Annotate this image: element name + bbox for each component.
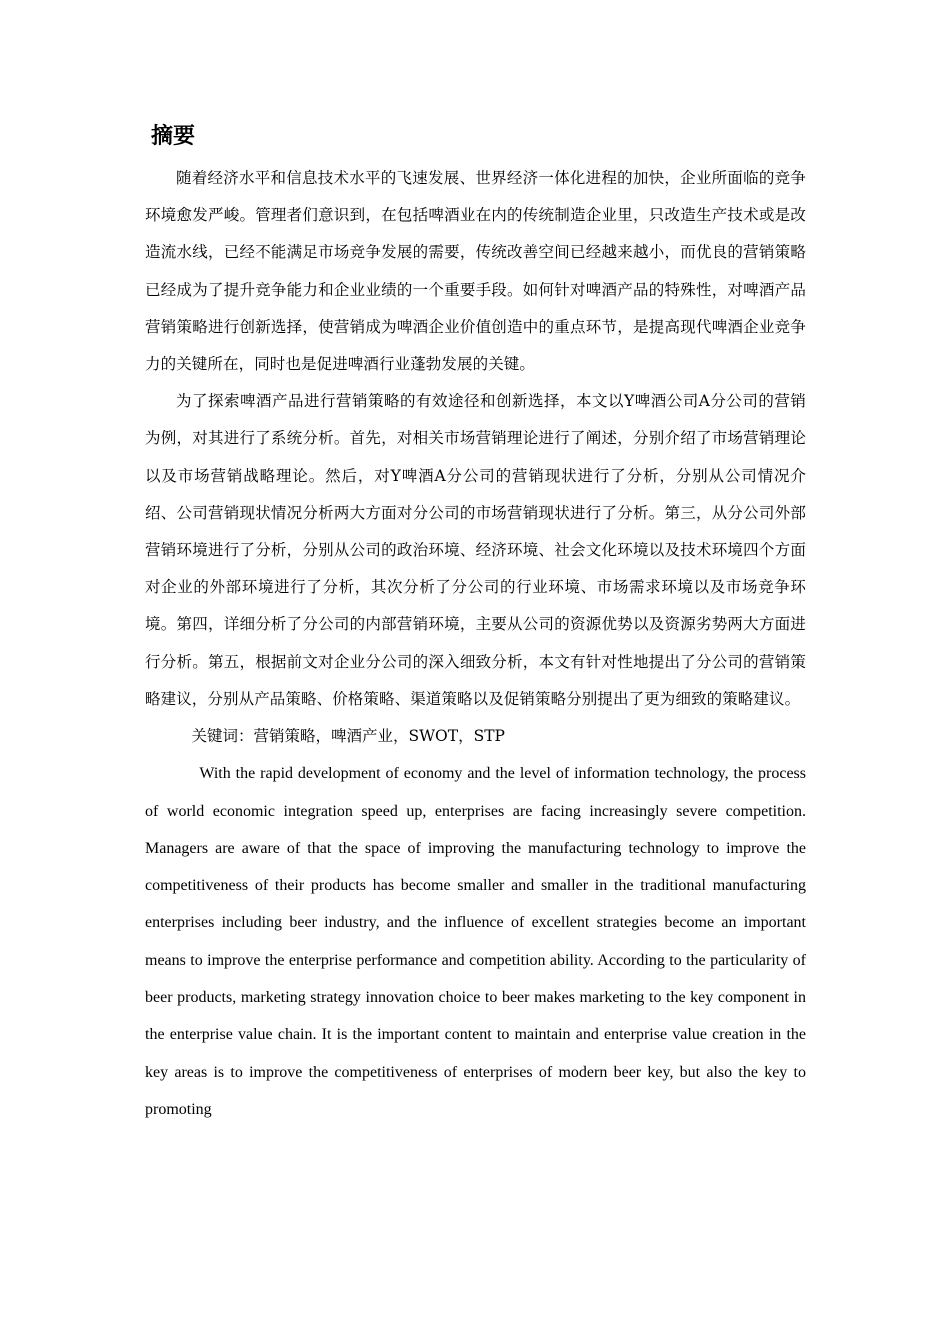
english-abstract-paragraph: With the rapid development of economy and the level of information technology, the process of world economic integration speed up, enterprises are facing increasingly severe competition. Managers are aware of that the space of improving the manufacturing technology to improve the competitiveness of their products has become smaller and smaller in the traditional manufacturing enterprises including beer industry, and the influence of excellent strategies become an important means to improve the enterprise performance and competition ability. According to the particularity of beer products, marketing strategy innovation choice to beer makes marketing to the key component in the enterprise value chain. It is the important content to maintain and enterprise value creation in the key areas is to improve the competitiveness of enterprises of modern beer key, but also the key to promoting [145, 765, 806, 1118]
keywords-line: 关键词：营销策略，啤酒产业，SWOT，STP [191, 727, 505, 746]
abstract-paragraph-1: 随着经济水平和信息技术水平的飞速发展、世界经济一体化进程的加快，企业所面临的竞争环境愈发严峻。管理者们意识到，在包括啤酒业在内的传统制造企业里，只改造生产技术或是改造流水线，已经不能满足市场竞争发展的需要，传统改善空间已经越来越小，而优良的营销策略已经成为了提升竞争能力和企业业绩的一个重要手段。如何针对啤酒产品的特殊性，对啤酒产品营销策略进行创新选择，使营销成为啤酒企业价值创造中的重点环节，是提高现代啤酒企业竞争力的关键所在，同时也是促进啤酒行业蓬勃发展的关键。 [145, 169, 806, 374]
document-body [145, 120, 806, 1128]
abstract-title: 摘要 [151, 124, 196, 149]
abstract-paragraph-2: 为了探索啤酒产品进行营销策略的有效途径和创新选择，本文以Y啤酒公司A分公司的营销为例，对其进行了系统分析。首先，对相关市场营销理论进行了阐述，分别介绍了市场营销理论以及市场营销战略理论。然后，对Y啤酒A分公司的营销现状进行了分析，分别从公司情况介绍、公司营销现状情况分析两大方面对分公司的市场营销现状进行了分析。第三，从分公司外部营销环境进行了分析，分别从公司的政治环境、经济环境、社会文化环境以及技术环境四个方面对企业的外部环境进行了分析，其次分析了分公司的行业环境、市场需求环境以及市场竞争环境。第四，详细分析了分公司的内部营销环境，主要从公司的资源优势以及资源劣势两大方面进行分析。第五，根据前文对企业分公司的深入细致分析，本文有针对性地提出了分公司的营销策略建议，分别从产品策略、价格策略、渠道策略以及促销策略分别提出了更为细致的策略建议。 [145, 392, 806, 708]
